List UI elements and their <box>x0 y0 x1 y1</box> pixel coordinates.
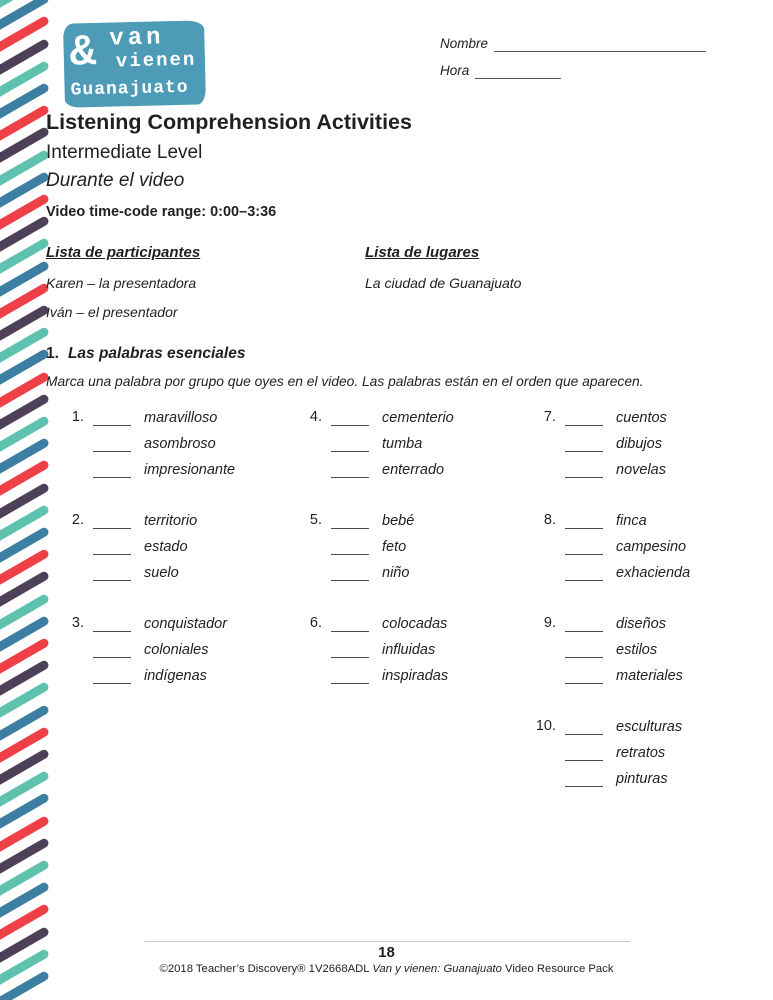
group-number: 8. <box>543 512 556 528</box>
answer-blank[interactable] <box>565 435 603 452</box>
logo-word-vienen: vienen <box>115 48 197 73</box>
answer-blank[interactable] <box>93 512 131 529</box>
word-option: retratos <box>616 745 666 761</box>
group-number <box>530 451 556 452</box>
group-number <box>296 554 322 555</box>
word-row <box>530 400 762 426</box>
word-option: finca <box>616 513 647 529</box>
word-group-7 <box>530 400 762 478</box>
word-row <box>296 503 528 529</box>
word-option: tumba <box>382 436 423 452</box>
group-number <box>58 477 84 478</box>
group-number <box>58 451 84 452</box>
worksheet-header <box>46 110 412 220</box>
group-number <box>530 477 556 478</box>
van-y-vienen-guanajuato-logo <box>63 20 206 107</box>
timecode-range: Video time-code range: 0:00–3:36 <box>46 204 277 220</box>
answer-blank[interactable] <box>331 512 369 529</box>
word-row <box>530 709 762 735</box>
word-row <box>296 426 528 452</box>
word-row <box>58 658 290 684</box>
activity-title: Las palabras esenciales <box>67 345 246 362</box>
word-option: asombroso <box>144 436 216 452</box>
group-number: 5. <box>309 512 322 528</box>
word-option: diseños <box>616 616 666 632</box>
word-option: novelas <box>616 462 666 478</box>
logo-word-guanajuato: Guanajuato <box>70 77 189 101</box>
group-number: 9. <box>543 615 556 631</box>
word-option: cementerio <box>382 410 454 426</box>
word-group-6 <box>296 606 528 684</box>
word-row <box>296 632 528 658</box>
word-row <box>530 426 762 452</box>
word-row <box>58 632 290 658</box>
answer-blank[interactable] <box>565 409 603 426</box>
hora-row <box>440 63 706 79</box>
word-option: esculturas <box>616 719 683 735</box>
answer-blank[interactable] <box>565 667 603 684</box>
group-number <box>296 451 322 452</box>
answer-blank[interactable] <box>565 512 603 529</box>
answer-blank[interactable] <box>93 538 131 555</box>
word-option: indígenas <box>144 668 207 684</box>
word-option: materiales <box>616 668 683 684</box>
logo-ampersand: & <box>69 27 97 79</box>
word-row <box>530 658 762 684</box>
copyright-prefix: ©2018 Teacher’s Discovery® 1V2668ADL <box>159 963 373 975</box>
answer-blank[interactable] <box>331 641 369 658</box>
word-column-3 <box>530 400 762 812</box>
page-title: Listening Comprehension Activities <box>46 110 412 134</box>
word-group-10 <box>530 709 762 787</box>
group-number <box>530 683 556 684</box>
answer-blank[interactable] <box>93 435 131 452</box>
word-option: conquistador <box>144 616 228 632</box>
copyright-suffix: Video Resource Pack <box>501 963 614 975</box>
group-number <box>296 657 322 658</box>
activity-instructions: Marca una palabra por grupo que oyes en el video. Las palabras están en el orden que aparecen. <box>46 374 644 389</box>
answer-blank[interactable] <box>331 461 369 478</box>
word-row <box>296 529 528 555</box>
answer-blank[interactable] <box>565 641 603 658</box>
word-option: bebé <box>382 513 415 529</box>
word-group-9 <box>530 606 762 684</box>
word-group-2 <box>58 503 290 581</box>
word-row <box>530 606 762 632</box>
group-number: 7. <box>543 409 556 425</box>
answer-blank[interactable] <box>331 435 369 452</box>
word-option: exhacienda <box>616 565 691 581</box>
participant-item: Iván – el presentador <box>46 304 178 320</box>
places-list <box>365 244 521 304</box>
word-option: suelo <box>144 565 179 581</box>
answer-blank[interactable] <box>93 564 131 581</box>
word-option: estado <box>144 539 188 555</box>
activity-number: 1. <box>46 345 59 362</box>
group-number: 10. <box>535 718 556 734</box>
word-row <box>530 529 762 555</box>
word-row <box>296 555 528 581</box>
group-number <box>58 580 84 581</box>
word-row <box>58 606 290 632</box>
word-option: territorio <box>144 513 198 529</box>
group-number <box>530 657 556 658</box>
word-group-3 <box>58 606 290 684</box>
place-item: La ciudad de Guanajuato <box>365 275 522 291</box>
nombre-blank[interactable] <box>494 37 706 52</box>
group-number <box>58 657 84 658</box>
nombre-label: Nombre <box>440 36 489 51</box>
word-row <box>58 426 290 452</box>
word-row <box>58 503 290 529</box>
footer-divider <box>145 941 630 942</box>
activity-heading <box>46 345 245 363</box>
answer-blank[interactable] <box>565 461 603 478</box>
word-option: influidas <box>382 642 436 658</box>
word-group-8 <box>530 503 762 581</box>
participants-heading: Lista de participantes <box>46 244 201 261</box>
answer-blank[interactable] <box>565 564 603 581</box>
answer-blank[interactable] <box>331 564 369 581</box>
word-row <box>530 452 762 478</box>
word-row <box>296 400 528 426</box>
group-number <box>530 554 556 555</box>
word-column-1 <box>58 400 290 709</box>
copyright-video-title: Van y vienen: Guanajuato <box>372 963 502 975</box>
copyright-line <box>0 963 773 975</box>
word-row <box>530 735 762 761</box>
word-row <box>58 452 290 478</box>
word-row <box>58 400 290 426</box>
answer-blank[interactable] <box>331 409 369 426</box>
answer-blank[interactable] <box>93 667 131 684</box>
nombre-row <box>440 36 706 52</box>
word-row <box>530 632 762 658</box>
group-number <box>296 683 322 684</box>
answer-blank[interactable] <box>331 615 369 632</box>
word-row <box>296 658 528 684</box>
group-number <box>530 760 556 761</box>
word-option: pinturas <box>616 771 668 787</box>
group-number: 1. <box>71 409 84 425</box>
word-option: niño <box>382 565 410 581</box>
answer-blank[interactable] <box>565 744 603 761</box>
word-option: colocadas <box>382 616 448 632</box>
word-row <box>530 503 762 529</box>
answer-blank[interactable] <box>565 615 603 632</box>
student-info-fields <box>440 36 706 90</box>
group-number <box>58 554 84 555</box>
group-number <box>296 580 322 581</box>
participant-item: Karen – la presentadora <box>46 275 197 291</box>
word-group-4 <box>296 400 528 478</box>
group-number: 2. <box>71 512 84 528</box>
group-number <box>296 477 322 478</box>
word-option: cuentos <box>616 410 667 426</box>
answer-blank[interactable] <box>565 538 603 555</box>
group-number <box>530 786 556 787</box>
answer-blank[interactable] <box>93 641 131 658</box>
answer-blank[interactable] <box>93 461 131 478</box>
logo-word-van: van <box>109 24 165 53</box>
word-option: impresionante <box>144 462 236 478</box>
answer-blank[interactable] <box>93 409 131 426</box>
word-column-2 <box>296 400 528 709</box>
word-group-1 <box>58 400 290 478</box>
word-row <box>530 555 762 581</box>
group-number: 4. <box>309 409 322 425</box>
word-option: inspiradas <box>382 668 449 684</box>
group-number: 6. <box>309 615 322 631</box>
section-subtitle: Durante el video <box>46 170 185 191</box>
participants-list <box>46 244 200 333</box>
word-row <box>58 555 290 581</box>
group-number: 3. <box>71 615 84 631</box>
group-number <box>530 580 556 581</box>
answer-blank[interactable] <box>93 615 131 632</box>
level-subtitle: Intermediate Level <box>46 142 203 163</box>
places-heading: Lista de lugares <box>365 244 480 261</box>
word-row <box>296 606 528 632</box>
word-option: enterrado <box>382 462 445 478</box>
word-group-5 <box>296 503 528 581</box>
word-option: coloniales <box>144 642 209 658</box>
word-option: feto <box>382 539 407 555</box>
word-option: campesino <box>616 539 687 555</box>
answer-blank[interactable] <box>565 718 603 735</box>
word-row <box>296 452 528 478</box>
word-option: dibujos <box>616 436 662 452</box>
word-option: estilos <box>616 642 658 658</box>
page-number: 18 <box>378 944 395 961</box>
group-number <box>58 683 84 684</box>
hora-label: Hora <box>440 63 470 78</box>
word-row <box>530 761 762 787</box>
word-row <box>58 529 290 555</box>
answer-blank[interactable] <box>331 667 369 684</box>
word-option: maravilloso <box>144 410 218 426</box>
hora-blank[interactable] <box>475 64 561 79</box>
answer-blank[interactable] <box>565 770 603 787</box>
answer-blank[interactable] <box>331 538 369 555</box>
